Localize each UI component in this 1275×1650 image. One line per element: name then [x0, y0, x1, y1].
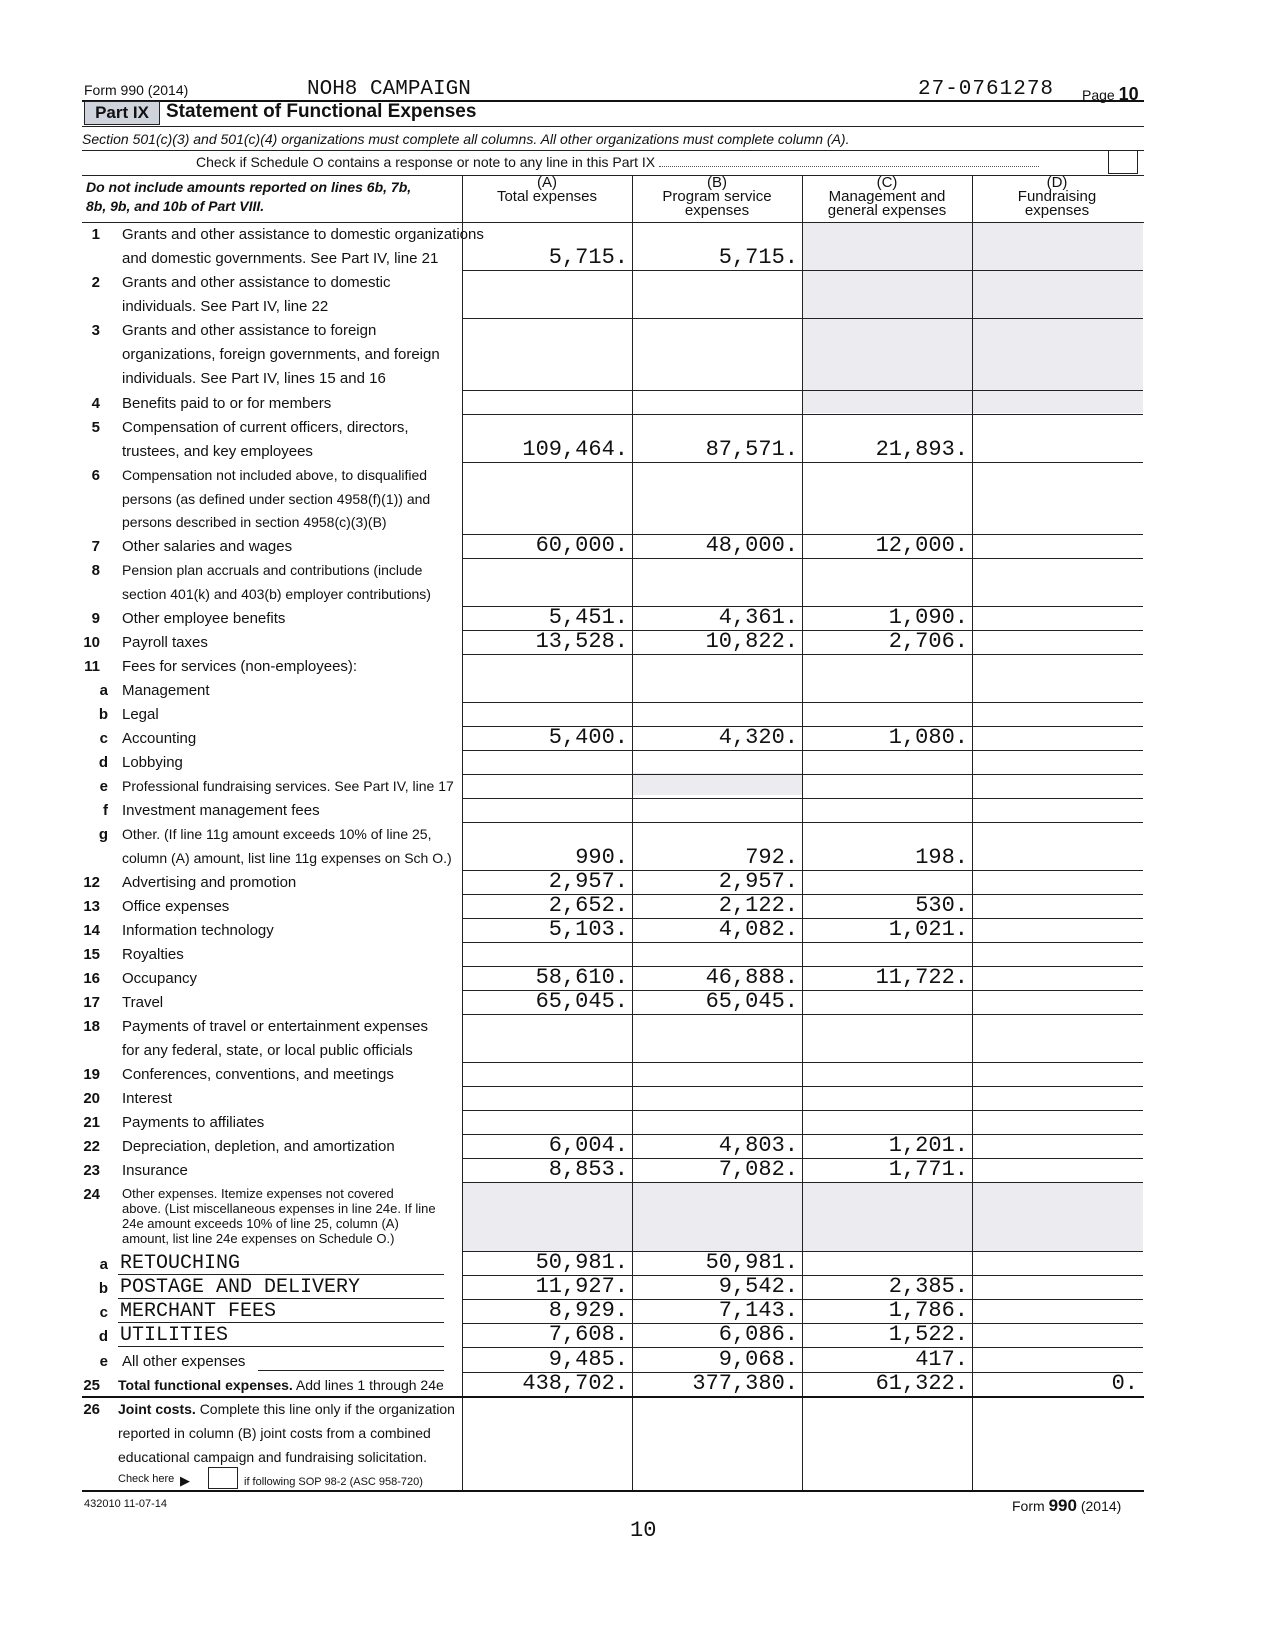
- line-11d-letter: d: [98, 754, 108, 771]
- line-7-text: Other salaries and wages: [122, 538, 293, 555]
- line-11g-text: Other. (If line 11g amount exceeds 10% of line 25,: [122, 826, 432, 842]
- line-24d-letter: d: [98, 1328, 108, 1345]
- columns-note: Do not include amounts reported on lines 6b, 7b, 8b, 9b, and 10b of Part VIII.: [86, 179, 412, 214]
- ein: 27-0761278: [918, 78, 1055, 101]
- row-separator-l19: [463, 1086, 1143, 1087]
- amount-line-7-col-c: 12,000.: [875, 533, 968, 558]
- amount-line-11g-col-c: 198.: [915, 845, 968, 870]
- line-11a-text: Management: [122, 682, 210, 699]
- amount-line-9-col-a: 5,451.: [548, 605, 628, 630]
- line-26-number: 26: [83, 1401, 100, 1418]
- line-15-number: 15: [83, 946, 100, 963]
- amount-line-11g-col-a: 990.: [575, 845, 628, 870]
- line-24b-text: POSTAGE AND DELIVERY: [120, 1276, 361, 1299]
- line-5-text: Compensation of current officers, directors,: [122, 419, 409, 436]
- amount-line-16-col-a: 58,610.: [535, 965, 628, 990]
- row-separator-l20: [463, 1110, 1143, 1111]
- line-1-text: Grants and other assistance to domestic organizations: [122, 226, 484, 243]
- amount-line-11g-col-b: 792.: [745, 845, 798, 870]
- row-separator-l11c: [463, 750, 1143, 751]
- col-b-letter: (B): [707, 174, 727, 191]
- line-6-text: Compensation not included above, to disqualified: [122, 467, 428, 483]
- line-10-number: 10: [83, 634, 100, 651]
- amount-line-13-col-c: 530.: [915, 893, 968, 918]
- footer-form-label: [1012, 1496, 1121, 1516]
- amount-line-24e-col-c: 417.: [915, 1347, 968, 1372]
- amount-line-25-col-c: 61,322.: [875, 1371, 968, 1396]
- amount-line-24c-col-a: 8,929.: [548, 1298, 628, 1323]
- line-24-text: Other expenses. Itemize expenses not covered: [122, 1186, 394, 1201]
- line-11-number: 11: [84, 658, 100, 675]
- row-separator-l11d: [463, 774, 1143, 775]
- row-separator-l1: [463, 270, 1143, 271]
- amount-line-16-col-b: 46,888.: [705, 965, 798, 990]
- amount-line-24c-col-b: 7,143.: [718, 1298, 798, 1323]
- row-separator-l3: [463, 390, 1143, 391]
- form-label: Form 990 (2014): [84, 82, 189, 98]
- col-d-header: [972, 176, 1142, 218]
- line-2-text2: individuals. See Part IV, line 22: [122, 298, 329, 315]
- amount-line-24a-col-a: 50,981.: [535, 1250, 628, 1275]
- line-11a-letter: a: [99, 682, 108, 699]
- line-24c-text: MERCHANT FEES: [120, 1300, 277, 1323]
- amount-line-24a-col-b: 50,981.: [705, 1250, 798, 1275]
- row-separator-l11f: [463, 822, 1143, 823]
- line-14-text: Information technology: [122, 922, 274, 939]
- footer-page-number: 10: [630, 1518, 657, 1543]
- row-separator-l5: [463, 462, 1143, 463]
- line-21-text: Payments to affiliates: [122, 1114, 265, 1131]
- amount-line-1-col-a: 5,715.: [548, 245, 628, 270]
- line-21-number: 21: [83, 1114, 100, 1131]
- amount-line-22-col-b: 4,803.: [718, 1133, 798, 1158]
- line-10-text: Payroll taxes: [122, 634, 208, 651]
- amount-line-10-col-c: 2,706.: [888, 629, 968, 654]
- amount-line-7-col-a: 60,000.: [535, 533, 628, 558]
- line-11g-text2: column (A) amount, list line 11g expenses on Sch O.): [122, 850, 452, 866]
- amount-line-13-col-b: 2,122.: [718, 893, 798, 918]
- amount-line-13-col-a: 2,652.: [548, 893, 628, 918]
- line-16-text: Occupancy: [122, 970, 198, 987]
- line-9-number: 9: [91, 610, 100, 627]
- row-separator-l17: [463, 1014, 1143, 1015]
- amount-line-25-col-d: 0.: [1111, 1371, 1138, 1396]
- line-20-number: 20: [83, 1090, 100, 1107]
- col-b-header: [632, 176, 802, 218]
- line-20-text: Interest: [122, 1090, 173, 1107]
- line-23-number: 23: [83, 1162, 100, 1179]
- line-15-text: Royalties: [122, 946, 184, 963]
- amount-line-16-col-c: 11,722.: [875, 965, 968, 990]
- col-a-header: [462, 176, 632, 204]
- amount-line-10-col-a: 13,528.: [535, 629, 628, 654]
- amount-line-25-col-a: 438,702.: [522, 1371, 628, 1396]
- line-13-text: Office expenses: [122, 898, 230, 915]
- line-11c-text: Accounting: [122, 730, 197, 747]
- col-c-header: [802, 176, 972, 218]
- line-24a-letter: a: [99, 1256, 108, 1273]
- col-a-letter: (A): [537, 174, 557, 191]
- line-13-number: 13: [83, 898, 100, 915]
- col-c-label2: general expenses: [827, 202, 947, 219]
- line-18-number: 18: [83, 1018, 100, 1035]
- line-12-text: Advertising and promotion: [122, 874, 297, 891]
- amount-line-24d-col-b: 6,086.: [718, 1322, 798, 1347]
- line-26-check-label: Check here: [118, 1473, 175, 1485]
- line-12-number: 12: [83, 874, 100, 891]
- line-26-text2: reported in column (B) joint costs from a combined: [118, 1425, 431, 1441]
- col-c-label1: Management and: [828, 188, 946, 205]
- line-22-text: Depreciation, depletion, and amortization: [122, 1138, 395, 1155]
- amount-line-17-col-a: 65,045.: [535, 989, 628, 1014]
- line-11b-letter: b: [98, 706, 108, 723]
- amount-line-24d-col-a: 7,608.: [548, 1322, 628, 1347]
- line-26-text4: if following SOP 98-2 (ASC 958-720): [244, 1476, 423, 1488]
- line-6-number: 6: [91, 467, 100, 484]
- line-11g-letter: g: [98, 826, 108, 843]
- line-26-bold: Joint costs.: [118, 1401, 196, 1417]
- amount-line-5-col-b: 87,571.: [705, 437, 798, 462]
- line-19-number: 19: [83, 1066, 100, 1083]
- row-separator-l11e: [463, 798, 1143, 799]
- amount-line-11c-col-a: 5,400.: [548, 725, 628, 750]
- line-19-text: Conferences, conventions, and meetings: [122, 1066, 394, 1083]
- line-26-text: [118, 1401, 455, 1417]
- amount-line-23-col-c: 1,771.: [888, 1157, 968, 1182]
- line-11c-letter: c: [99, 730, 108, 747]
- footer-form-prefix: Form: [1012, 1498, 1045, 1514]
- line-11e-text: Professional fundraising services. See Part IV, line 17: [122, 778, 454, 794]
- line-11e-letter: e: [99, 778, 108, 795]
- footer-code: 432010 11-07-14: [84, 1498, 167, 1510]
- amount-line-24e-col-b: 9,068.: [718, 1347, 798, 1372]
- line-3-text: Grants and other assistance to foreign: [122, 322, 377, 339]
- page-number: 10: [1118, 84, 1139, 104]
- line-26-rest: Complete this line only if the organization: [199, 1401, 455, 1417]
- line-17-text: Travel: [122, 994, 164, 1011]
- col-d-label2: expenses: [1024, 202, 1090, 219]
- line-11d-text: Lobbying: [122, 754, 183, 771]
- line-24-number: 24: [83, 1186, 100, 1203]
- amount-line-22-col-a: 6,004.: [548, 1133, 628, 1158]
- line-11b-text: Legal: [122, 706, 159, 723]
- line-9-text: Other employee benefits: [122, 610, 286, 627]
- org-name: NOH8 CAMPAIGN: [307, 78, 471, 101]
- line-7-number: 7: [91, 538, 100, 555]
- amount-line-24e-col-a: 9,485.: [548, 1347, 628, 1372]
- line-1-number: 1: [91, 226, 100, 243]
- line-5-number: 5: [91, 419, 100, 436]
- schedule-o-check-text: [196, 154, 1039, 170]
- line-4-number: 4: [91, 395, 100, 412]
- line-3-text2: organizations, foreign governments, and foreign: [122, 346, 440, 363]
- amount-line-7-col-b: 48,000.: [705, 533, 798, 558]
- line-8-text: Pension plan accruals and contributions (include: [122, 562, 423, 578]
- row-separator-l7: [463, 558, 1143, 559]
- page-label-text: Page: [1082, 87, 1115, 103]
- schedule-o-check-label: Check if Schedule O contains a response or note to any line in this Part IX: [196, 154, 656, 170]
- row-separator-l14: [463, 942, 1143, 943]
- part-title: Statement of Functional Expenses: [166, 101, 477, 122]
- line-24c-letter: c: [99, 1304, 108, 1321]
- amount-line-1-col-b: 5,715.: [718, 245, 798, 270]
- line-2-number: 2: [91, 274, 100, 291]
- amount-line-5-col-c: 21,893.: [875, 437, 968, 462]
- line-24b-letter: b: [98, 1280, 108, 1297]
- joint-costs-checkbox[interactable]: [208, 1467, 238, 1489]
- part-tag: Part IX: [84, 101, 160, 125]
- amount-line-23-col-a: 8,853.: [548, 1157, 628, 1182]
- amount-line-22-col-c: 1,201.: [888, 1133, 968, 1158]
- amount-line-14-col-c: 1,021.: [888, 917, 968, 942]
- amount-line-24c-col-c: 1,786.: [888, 1298, 968, 1323]
- amount-line-24d-col-c: 1,522.: [888, 1322, 968, 1347]
- line-3-number: 3: [91, 322, 100, 339]
- line-14-number: 14: [83, 922, 100, 939]
- line-6-text3: persons described in section 4958(c)(3)(B): [122, 514, 387, 530]
- col-c-letter: (C): [876, 174, 898, 191]
- amount-line-25-col-b: 377,380.: [692, 1371, 798, 1396]
- amount-line-24b-col-b: 9,542.: [718, 1274, 798, 1299]
- line-22-number: 22: [83, 1138, 100, 1155]
- row-separator-l2: [463, 318, 1143, 319]
- line-1-text2: and domestic governments. See Part IV, line 21: [122, 250, 439, 267]
- footer-form-number: 990: [1048, 1496, 1077, 1515]
- col-b-label2: expenses: [684, 202, 750, 219]
- amount-line-12-col-a: 2,957.: [548, 869, 628, 894]
- col-d-label1: Fundraising: [1017, 188, 1097, 205]
- line-3-text3: individuals. See Part IV, lines 15 and 16: [122, 370, 386, 387]
- line-23-text: Insurance: [122, 1162, 188, 1179]
- line-25-number: 25: [83, 1377, 100, 1394]
- line-8-number: 8: [91, 562, 100, 579]
- line-8-text2: section 401(k) and 403(b) employer contributions): [122, 586, 431, 602]
- footer-form-year: (2014): [1080, 1498, 1122, 1514]
- line-11-text: Fees for services (non-employees):: [122, 658, 358, 675]
- amount-line-24b-col-a: 11,927.: [535, 1274, 628, 1299]
- line-24-text4: amount, list line 24e expenses on Schedule O.): [122, 1231, 395, 1246]
- row-separator-l23: [463, 1182, 1143, 1183]
- amount-line-11c-col-c: 1,080.: [888, 725, 968, 750]
- line-4-text: Benefits paid to or for members: [122, 395, 332, 412]
- instructions-text: Section 501(c)(3) and 501(c)(4) organizations must complete all columns. All other organizations must complete column (A).: [82, 131, 850, 147]
- line-24-text2: above. (List miscellaneous expenses in line 24e. If line: [122, 1201, 436, 1216]
- line-24-text3: 24e amount exceeds 10% of line 25, column (A): [122, 1216, 399, 1231]
- arrow-right-icon: ▶: [180, 1473, 190, 1488]
- line-17-number: 17: [83, 994, 100, 1011]
- line-25-rest: Add lines 1 through 24e: [295, 1377, 444, 1393]
- line-16-number: 16: [83, 970, 100, 987]
- amount-line-14-col-a: 5,103.: [548, 917, 628, 942]
- amount-line-12-col-b: 2,957.: [718, 869, 798, 894]
- line-18-text: Payments of travel or entertainment expenses: [122, 1018, 428, 1035]
- line-24a-text: RETOUCHING: [120, 1252, 241, 1275]
- row-separator-l10: [463, 654, 1143, 655]
- line-24e-text: All other expenses: [122, 1353, 246, 1370]
- amount-line-9-col-c: 1,090.: [888, 605, 968, 630]
- line-6-text2: persons (as defined under section 4958(f)(1)) and: [122, 491, 431, 507]
- line-11f-text: Investment management fees: [122, 802, 320, 819]
- line-5-text2: trustees, and key employees: [122, 443, 313, 460]
- line-24e-letter: e: [99, 1353, 108, 1370]
- amount-line-17-col-b: 65,045.: [705, 989, 798, 1014]
- line-25-text: [118, 1377, 444, 1393]
- col-d-letter: (D): [1046, 174, 1068, 191]
- row-separator-l4: [463, 414, 1143, 415]
- amount-line-11c-col-b: 4,320.: [718, 725, 798, 750]
- row-separator-l11a: [463, 702, 1143, 703]
- amount-line-5-col-a: 109,464.: [522, 437, 628, 462]
- amount-line-10-col-b: 10,822.: [705, 629, 798, 654]
- line-2-text: Grants and other assistance to domestic: [122, 274, 391, 291]
- amount-line-24b-col-c: 2,385.: [888, 1274, 968, 1299]
- line-25-bold: Total functional expenses.: [118, 1377, 293, 1393]
- schedule-o-checkbox[interactable]: [1108, 150, 1138, 174]
- row-separator-l18: [463, 1062, 1143, 1063]
- col-b-label1: Program service: [662, 188, 772, 205]
- col-a-label: Total expenses: [496, 188, 598, 205]
- line-26-text3: educational campaign and fundraising solicitation.: [118, 1449, 427, 1465]
- line-18-text2: for any federal, state, or local public officials: [122, 1042, 413, 1059]
- line-11f-letter: f: [103, 802, 108, 819]
- line-24d-text: UTILITIES: [120, 1324, 229, 1347]
- amount-line-9-col-b: 4,361.: [718, 605, 798, 630]
- amount-line-14-col-b: 4,082.: [718, 917, 798, 942]
- amount-line-23-col-b: 7,082.: [718, 1157, 798, 1182]
